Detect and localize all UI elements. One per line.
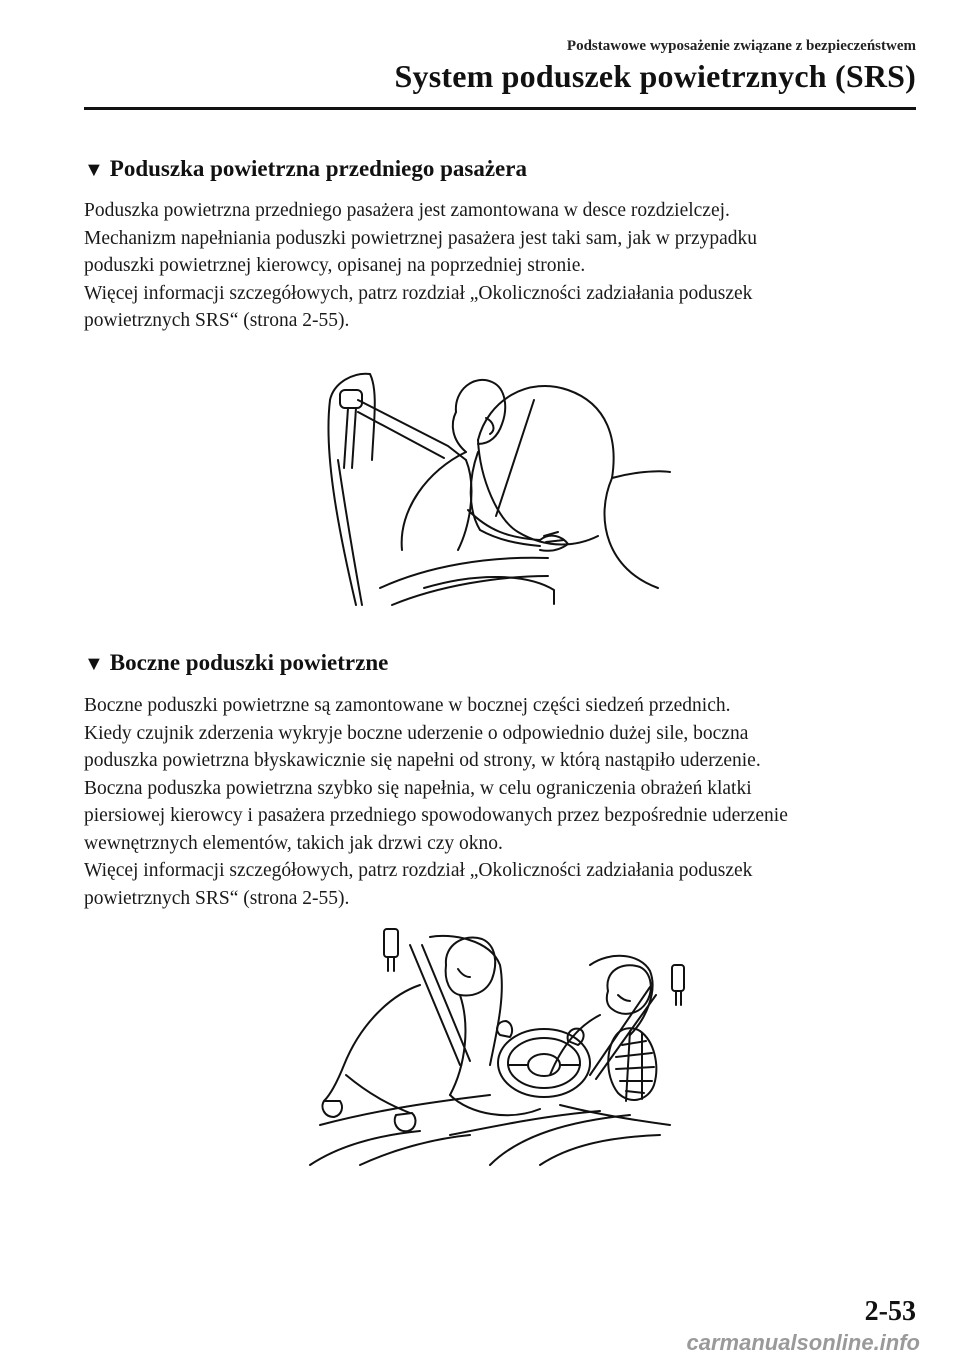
section-body-passenger-airbag bbox=[84, 197, 924, 335]
section-heading-text: Boczne poduszki powietrzne bbox=[109, 650, 389, 675]
passenger-airbag-illustration bbox=[318, 360, 678, 610]
body-line: Więcej informacji szczegółowych, patrz rozdział „Okoliczności zadziałania poduszek bbox=[84, 860, 753, 881]
page-title: System poduszek powietrznych (SRS) bbox=[394, 58, 916, 94]
section-heading-side-airbags bbox=[84, 650, 388, 676]
watermark-text: carmanualsonline.info bbox=[686, 1330, 920, 1355]
body-line: Więcej informacji szczegółowych, patrz rozdział „Okoliczności zadziałania poduszek bbox=[84, 282, 753, 304]
body-line: piersiowej kierowcy i pasażera przedniego spowodowanych przez bezpośrednie uderzenie bbox=[84, 805, 788, 826]
header-subtitle: Podstawowe wyposażenie związane z bezpieczeństwem bbox=[566, 38, 916, 54]
triangle-marker-icon: ▼ bbox=[84, 159, 104, 181]
body-line: poduszki powietrznej kierowcy, opisanej na poprzedniej stronie. bbox=[84, 255, 586, 276]
header-divider bbox=[84, 107, 916, 110]
section-heading-text: Poduszka powietrzna przedniego pasażera bbox=[109, 156, 527, 181]
body-line: Mechanizm napełniania poduszki powietrznej pasażera jest taki sam, jak w przypadku bbox=[84, 227, 758, 249]
section-body-side-airbags bbox=[84, 692, 924, 912]
page-number: 2-53 bbox=[864, 1296, 916, 1327]
body-line: poduszka powietrzna błyskawicznie się napełni od strony, w którą nastąpiło uderzenie. bbox=[84, 750, 761, 771]
section-heading-passenger-airbag bbox=[84, 156, 527, 182]
body-line: powietrznych SRS“ (strona 2-55). bbox=[84, 310, 350, 331]
body-line: Kiedy czujnik zderzenia wykryje boczne uderzenie o odpowiednio dużej sile, boczna bbox=[84, 722, 749, 744]
body-line: powietrznych SRS“ (strona 2-55). bbox=[84, 887, 350, 909]
body-line: Boczna poduszka powietrzna szybko się napełnia, w celu ograniczenia obrażeń klatki bbox=[84, 777, 752, 799]
body-line: Boczne poduszki powietrzne są zamontowane w bocznej części siedzeń przednich. bbox=[84, 695, 731, 716]
body-line: Poduszka powietrzna przedniego pasażera jest zamontowana w desce rozdzielczej. bbox=[84, 200, 730, 221]
body-line: wewnętrznych elementów, takich jak drzwi czy okno. bbox=[84, 832, 503, 854]
side-airbag-illustration bbox=[300, 925, 695, 1170]
triangle-marker-icon: ▼ bbox=[84, 653, 104, 675]
